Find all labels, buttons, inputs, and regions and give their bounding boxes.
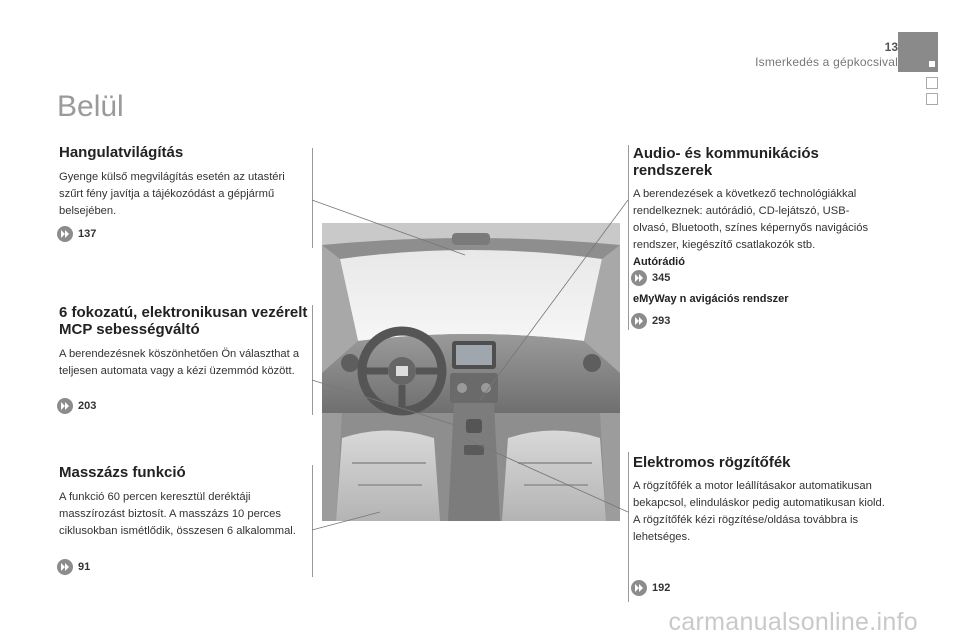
page-reference-number: 345	[652, 272, 671, 284]
page-reference-number: 203	[78, 400, 97, 412]
page-reference-number: 293	[652, 315, 671, 327]
page-number: 13	[884, 40, 898, 54]
page-reference-number: 137	[78, 228, 97, 240]
watermark: carmanualsonline.info	[668, 608, 918, 636]
page-title: Belül	[57, 90, 124, 123]
section-text: A berendezésnek köszönhetően Ön választhat a teljesen automata vagy a kézi üzemmód között.	[59, 348, 300, 377]
page-reference-number: 91	[78, 561, 91, 573]
section-text: A berendezések a következő technológiákkal rendelkeznek: autórádió, CD-lejátszó, USB-olvasó, Bluetooth, színes képernyős navigációs rendszer, kiegészítő csatlakozók stb.	[633, 188, 869, 251]
section-heading: Hangulatvilágítás	[59, 144, 184, 161]
section-text: Gyenge külső megvilágítás esetén az utastéri szűrt fény javítja a tájékozódást a gépjármű belsejében.	[59, 171, 285, 217]
chapter-title: Ismerkedés a gépkocsival	[755, 55, 898, 69]
section-text: A rögzítőfék a motor leállításakor automatikusan bekapcsol, elinduláskor pedig automatikusan kiold. A rögzítőfék kézi rögzítése/oldása továbbra is lehetséges.	[633, 480, 885, 543]
section-subheading: eMyWay n avigációs rendszer	[633, 293, 789, 305]
section-heading: Elektromos rögzítőfék	[633, 454, 791, 471]
section-subheading: Autórádió	[633, 256, 685, 268]
page-reference-number: 192	[652, 582, 671, 594]
section-heading: Audio- és kommunikációs rendszerek	[633, 145, 819, 179]
section-text: A funkció 60 percen keresztül deréktáji masszírozást biztosít. A masszázs 10 perces ciklusokban ismétlődik, összesen 6 alkalommal.	[59, 491, 296, 537]
section-heading: 6 fokozatú, elektronikusan vezérelt MCP sebességváltó	[59, 304, 308, 338]
section-heading: Masszázs funkció	[59, 464, 186, 481]
